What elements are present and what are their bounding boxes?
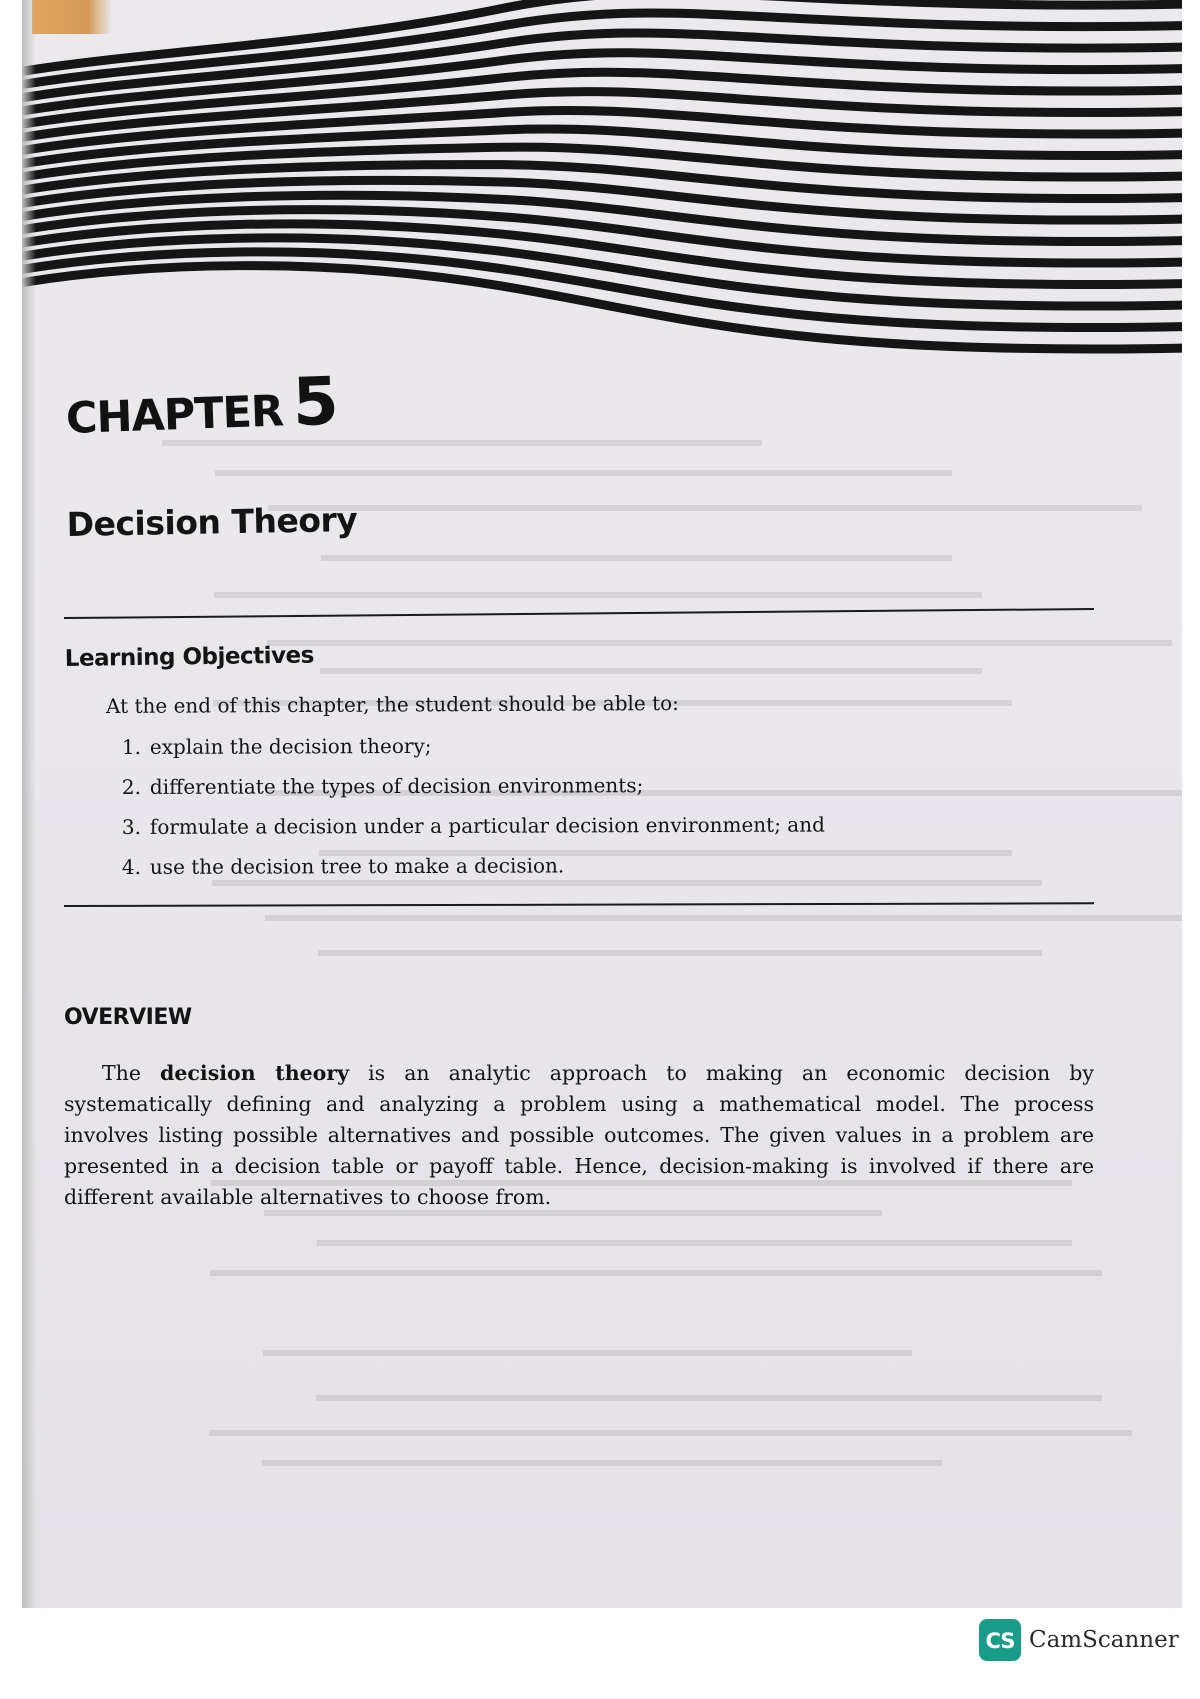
camscanner-logo-icon [979, 1619, 1021, 1661]
objective-text: explain the decision theory; [149, 733, 432, 759]
objective-item [122, 812, 825, 854]
learning-objectives-intro: At the end of this chapter, the student should be able to: [105, 691, 679, 718]
chapter-label: CHAPTER [65, 386, 284, 445]
objective-text: differentiate the types of decision environments; [149, 773, 644, 799]
camscanner-app-name: CamScanner [1029, 1627, 1179, 1653]
bleed-line [268, 505, 1142, 511]
camscanner-logo-text: CS [985, 1629, 1015, 1653]
bleed-line [317, 1240, 1072, 1246]
bleed-line [316, 1395, 1102, 1401]
overview-text-rest: is an analytic approach to making an economic decision by systematically defining and analyzing a problem using a mathematical model. The process involves listing possible alternatives and possible outcomes. The given values in a problem are presented in a decision table or payoff table. Hence, decision-making is involved if there are different available alternatives to choose from. [64, 1061, 1094, 1209]
overview-heading: OVERVIEW [64, 1005, 192, 1030]
bleed-line [262, 1460, 942, 1466]
bleed-line [263, 1350, 912, 1356]
bleed-line [214, 592, 982, 598]
objective-item [122, 732, 825, 774]
overview-text-start: The [102, 1061, 161, 1085]
scanned-page [22, 0, 1182, 1608]
camscanner-watermark [979, 1618, 1179, 1662]
bleed-line [215, 470, 952, 476]
bleed-line [210, 1270, 1102, 1276]
learning-objectives-heading: Learning Objectives [64, 642, 314, 672]
bleed-line [321, 555, 952, 561]
bleed-line [267, 640, 1172, 646]
objectives-list [122, 734, 825, 894]
chapter-heading [64, 363, 340, 449]
objective-number: 4. [121, 854, 142, 880]
chapter-number: 5 [291, 362, 340, 442]
bleed-line [265, 915, 1182, 921]
overview-term: decision theory [160, 1061, 350, 1085]
overview-paragraph [64, 1058, 1094, 1213]
chapter-title: Decision Theory [66, 499, 358, 544]
objective-number: 3. [121, 814, 142, 840]
bleed-line [318, 950, 1042, 956]
bleed-line [320, 668, 982, 674]
objective-item [122, 852, 825, 894]
objective-number: 1. [121, 734, 142, 760]
objective-number: 2. [121, 774, 142, 800]
objective-item [122, 772, 825, 814]
objective-text: use the decision tree to make a decision. [149, 853, 565, 879]
objective-text: formulate a decision under a particular decision environment; and [149, 812, 825, 839]
bleed-line [209, 1430, 1132, 1436]
page-edge-shadow [22, 0, 36, 1608]
